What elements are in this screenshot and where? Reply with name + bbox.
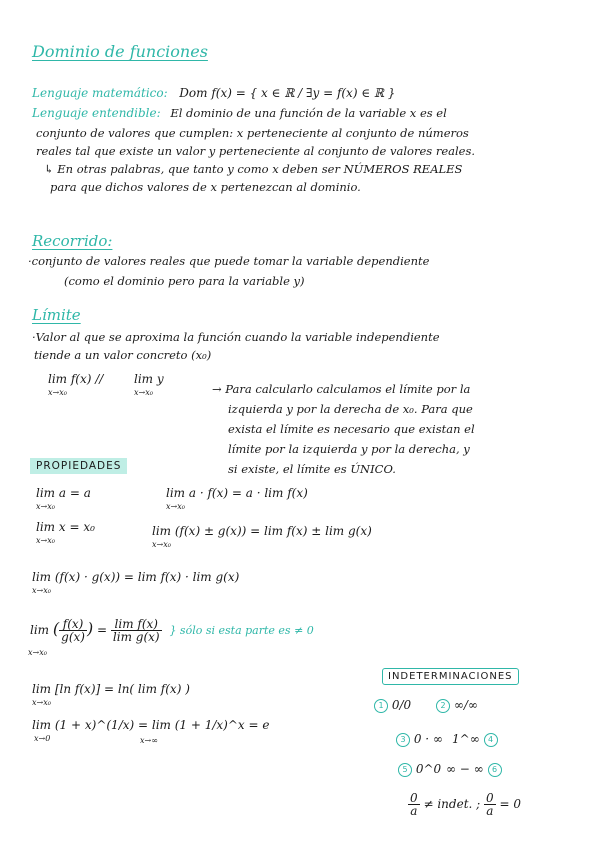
indet-number-5: 5 [398, 763, 412, 777]
indet-note [408, 792, 521, 817]
indet-number-3: 3 [396, 733, 410, 747]
dominio-entendible-line-2: reales tal que existe un valor y perteneciente al conjunto de valores reales. [36, 144, 476, 158]
prop-4-sub: x→x₀ [152, 540, 171, 549]
prop-5: lim (f(x) · g(x)) = lim f(x) · lim g(x) [32, 570, 240, 584]
indet-expr-4: 1^∞ [452, 732, 480, 746]
prop-3: lim x = x₀ [36, 520, 95, 534]
prop-8-sub-inf: x→∞ [140, 736, 158, 745]
prop-1: lim a = a [36, 486, 91, 500]
prop-7-sub: x→x₀ [32, 698, 51, 707]
indet-item-4 [452, 732, 498, 747]
prop-6-note: } sólo si esta parte es ≠ 0 [169, 624, 314, 637]
prop-6-frac-left: $\frac{f(x)}{g(x)}$ [61, 617, 85, 644]
indet-item-5 [398, 762, 441, 777]
propiedades-title: PROPIEDADES [30, 458, 127, 474]
prop-6-frac-right: $\frac{\text{lim f(x)}}{\text{lim g(x)}}$ [112, 617, 160, 644]
dominio-entendible-line-4: para que dichos valores de x pertenezcan al dominio. [50, 180, 361, 194]
limite-explain-4: si existe, el límite es ÚNICO. [228, 462, 396, 476]
limite-notation-1: lim f(x) // [48, 372, 104, 386]
indet-note-end: = 0 [499, 797, 521, 811]
indet-expr-1: 0/0 [391, 698, 412, 712]
indeterminaciones-title: INDETERMINACIONES [382, 668, 519, 685]
prop-3-sub: x→x₀ [36, 536, 55, 545]
indet-note-mid: ≠ indet. ; [423, 797, 481, 811]
prop-2-sub: x→x₀ [166, 502, 185, 511]
indet-item-3 [396, 732, 443, 747]
limite-line-1: tiende a un valor concreto (x₀) [34, 348, 212, 362]
recorrido-line-1: (como el dominio pero para la variable y) [64, 274, 305, 288]
limite-explain-1: izquierda y por la derecha de x₀. Para que [228, 402, 473, 416]
indet-expr-3: 0 · ∞ [413, 732, 443, 746]
prop-1-sub: x→x₀ [36, 502, 55, 511]
dominio-entendible-line-1: conjunto de valores que cumplen: x perteneciente al conjunto de números [36, 126, 469, 140]
limite-title: Límite [32, 306, 81, 324]
indet-number-2: 2 [436, 699, 450, 713]
prop-8-sub-0: x→0 [34, 734, 51, 743]
indet-item-1 [374, 698, 411, 713]
dominio-matematico [32, 84, 395, 102]
recorrido-line-0: ·conjunto de valores reales que puede tomar la variable dependiente [28, 254, 430, 268]
indet-expr-6: ∞ − ∞ [446, 762, 484, 776]
dominio-entendible-line-3: ↳ En otras palabras, que tanto y como x deben ser NÚMEROS REALES [44, 162, 463, 176]
indet-number-6: 6 [488, 763, 502, 777]
indet-number-1: 1 [374, 699, 388, 713]
matematico-expr: Dom f(x) = { x ∈ ℝ / ∃y = f(x) ∈ ℝ } [179, 86, 396, 100]
limite-notation-2: lim y [134, 372, 164, 386]
limite-notation-sub-2: x→x₀ [134, 388, 153, 397]
indet-expr-5: 0^0 [415, 762, 442, 776]
indet-expr-2: ∞/∞ [453, 698, 478, 712]
recorrido-title: Recorrido: [32, 232, 113, 250]
entendible-label: Lenguaje entendible: [32, 106, 161, 120]
prop-6: lim ( $\frac{f(x)}{g(x)}$ ) = $\frac{\text{lim f(x)}}{\text{lim g(x)}}$ } sólo si esta parte es ≠ 0 [30, 617, 314, 644]
prop-8: lim (1 + x)^(1/x) = lim (1 + 1/x)^x = e [32, 718, 270, 732]
page-title: Dominio de funciones [32, 42, 208, 61]
prop-6-sub: x→x₀ [28, 648, 47, 657]
indet-note-frac-left: $\frac{0}{a}$ [410, 791, 418, 818]
limite-explain-0: → Para calcularlo calculamos el límite por la [212, 382, 471, 396]
prop-4: lim (f(x) ± g(x)) = lim f(x) ± lim g(x) [152, 524, 372, 538]
indet-note-frac-right: $\frac{0}{a}$ [486, 791, 494, 818]
prop-7: lim [ln f(x)] = ln( lim f(x) ) [32, 682, 190, 696]
prop-2: lim a · f(x) = a · lim f(x) [166, 486, 308, 500]
matematico-label: Lenguaje matemático: [32, 86, 168, 100]
limite-notation-sub-1: x→x₀ [48, 388, 67, 397]
dominio-entendible-line-0: Lenguaje entendible: El dominio de una función de la variable x es el [32, 106, 447, 120]
limite-explain-3: límite por la izquierda y por la derecha, y [228, 442, 470, 456]
indet-number-4: 4 [484, 733, 498, 747]
limite-explain-2: exista el límite es necesario que existan el [228, 422, 475, 436]
prop-5-sub: x→x₀ [32, 586, 51, 595]
prop-6-lim: lim [30, 623, 50, 637]
indet-item-2 [436, 698, 478, 713]
indet-item-6 [446, 762, 502, 777]
limite-line-0: ·Valor al que se aproxima la función cuando la variable independiente [32, 330, 440, 344]
